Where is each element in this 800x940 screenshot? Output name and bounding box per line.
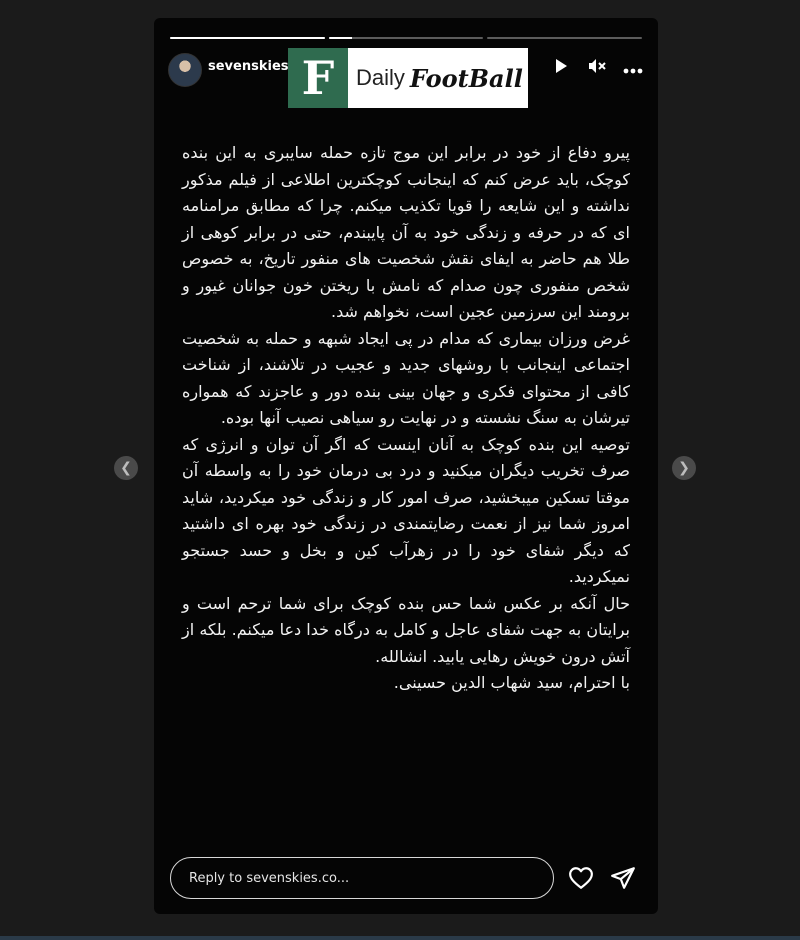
share-button[interactable] (610, 865, 636, 891)
progress-segment (170, 37, 325, 39)
progress-fill (170, 37, 325, 39)
like-button[interactable] (568, 865, 594, 891)
signature: با احترام، سید شهاب الدین حسینی. (393, 673, 630, 692)
mute-icon (588, 58, 606, 74)
progress-fill (329, 37, 352, 39)
reply-input[interactable] (170, 857, 554, 899)
header-controls (550, 57, 644, 81)
story-header (168, 51, 644, 105)
more-button[interactable] (622, 57, 644, 81)
progress-segment (329, 37, 484, 39)
brand-logo-mark: F (288, 48, 348, 108)
paragraph: غرض ورزان بیماری که مدام در پی ایجاد شبهه و حمله به شخصیت اجتماعی اینجانب با روشهای جدید و عجیب در تلاشند، از شناخت کافی از محتوای فکری و جهان بینی بنده دور و عاجزند که همواره تیرشان به سنگ نشسته و در نهایت رو سیاهی نصیب آنها بوده. (182, 328, 630, 427)
paragraph: توصیه این بنده کوچک به آنان اینست که اگر آن توان و انرژی که صرف تخریب دیگران میکنید و درد بی درمان خود را به واسطه آن موقتا تسکین میبخشید، صرف امور کار و زندگی خود میکردید، شاید امروز شما نیز از نعمت رضایتمندی در زندگی خود بهره ای داشتید که دیگر شفای خود را در زهرآب کین و بخل و حسد جستجو نمیکردید. (182, 434, 630, 586)
story-progress (170, 37, 642, 39)
more-icon (623, 68, 643, 74)
prev-story-button[interactable] (114, 456, 138, 480)
story-viewer (154, 18, 658, 914)
mute-button[interactable] (586, 57, 608, 81)
heart-icon (568, 865, 594, 891)
taskbar-strip (0, 936, 800, 940)
brand-daily-text: Daily (356, 65, 405, 90)
next-story-button[interactable] (672, 456, 696, 480)
brand-logo (288, 48, 528, 108)
send-icon (610, 865, 636, 891)
chevron-right-icon: ❯ (678, 460, 690, 476)
chevron-left-icon: ❮ (120, 460, 132, 476)
play-icon (553, 58, 569, 74)
avatar[interactable] (168, 53, 202, 87)
username[interactable]: sevenskies (208, 59, 289, 74)
reply-bar (170, 857, 642, 901)
play-button[interactable] (550, 57, 572, 81)
brand-football-text: FootBall (409, 63, 523, 93)
progress-segment (487, 37, 642, 39)
paragraph: پیرو دفاع از خود در برابر این موج تازه حمله سایبری به این بنده کوچک، باید عرض کنم که اینجانب کوچکترین اطلاعی از فیلم مذکور نداشته و این شایعه را قویا تکذیب میکنم. چرا که مطابق مرامنامه ای که در حرفه و زندگی خود به آن پایبندم، حتی در برابر کوهی از طلا هم حاضر به ایفای نقش شخصیت های منفور تاریخ، به خصوص شخص منفوری چون صدام که نامش با ریختن خون جوانان غیور و برومند این سرزمین عجین است، نخواهم شد. (182, 143, 630, 321)
story-text (182, 140, 630, 697)
paragraph: حال آنکه بر عکس شما حس بنده کوچک برای شما ترحم است و برایتان به جهت شفای عاجل و کامل به درگاه خدا دعا میکنم. بلکه از آتش درون خویش رهایی یابید. انشالله. (182, 593, 630, 666)
